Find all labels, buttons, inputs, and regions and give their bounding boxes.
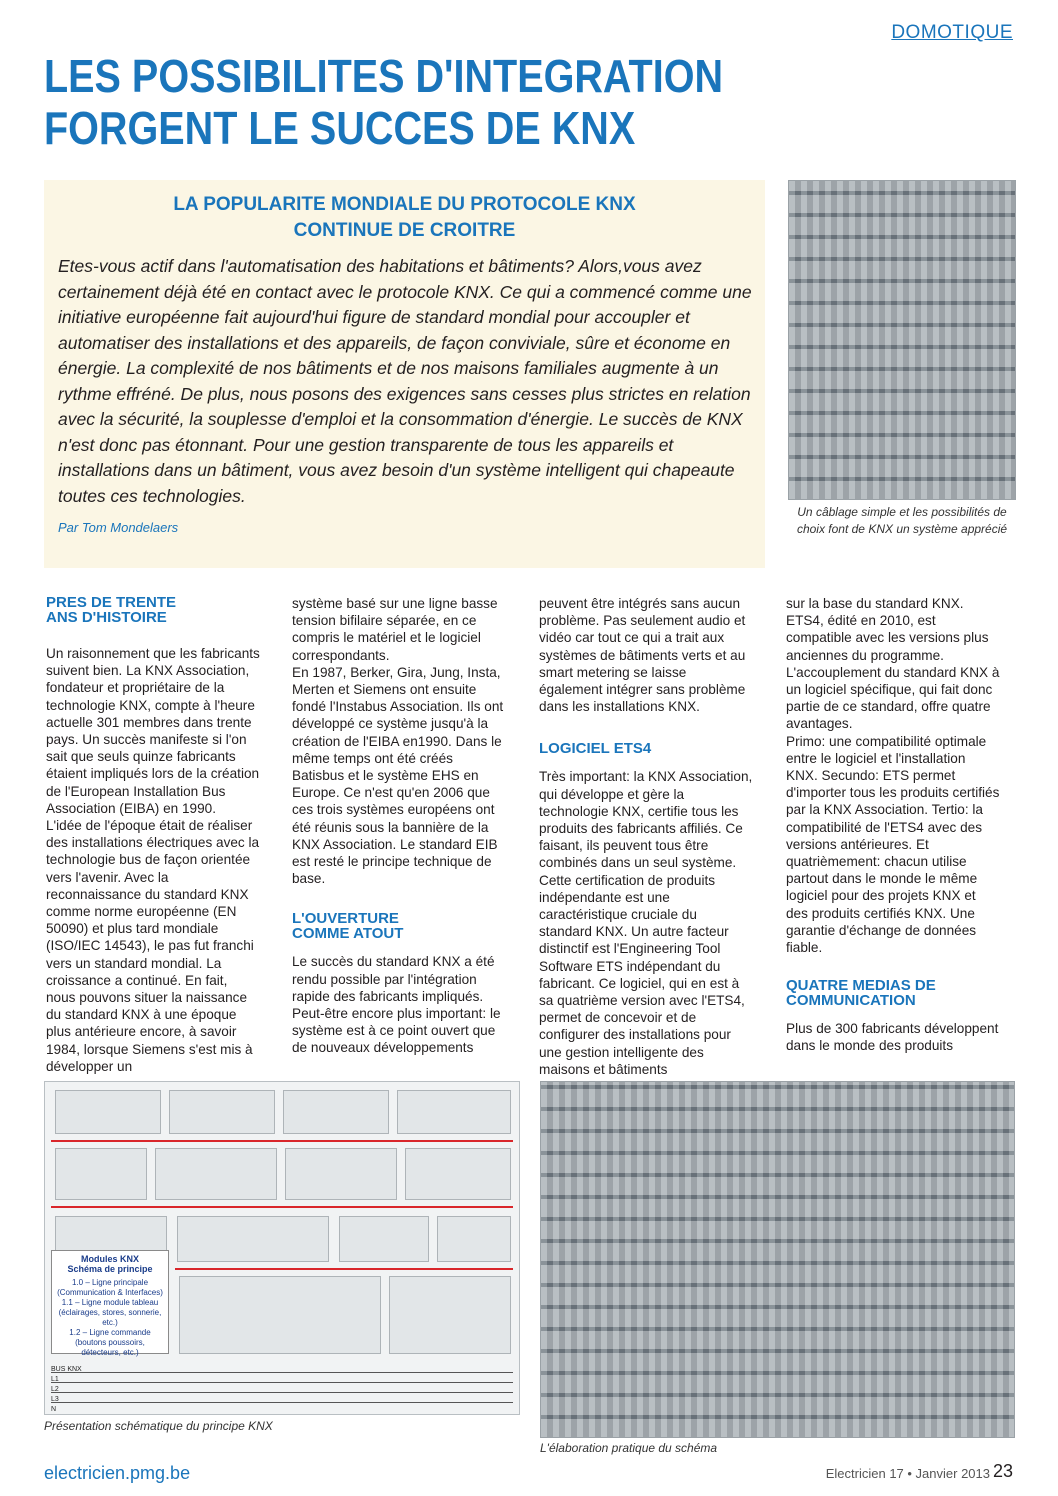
- intro-heading-line-1: LA POPULARITE MONDIALE DU PROTOCOLE KNX: [173, 194, 636, 215]
- heading-history-line-2: ANS D'HISTOIRE: [46, 609, 167, 626]
- paragraph: Primo: une compatibilité optimale entre le logiciel et l'installation KNX. Secundo: ETS permet d'importer tous les produits certifiés par la KNX Association. Tertio: la compatibilité de l'ETS4 avec des versions antérieures. Et quatrièmement: chacun utilise partout dans le monde le même logiciel pour des projets KNX et des produits certifiés KNX. Une garantie d'échange de données fiable.: [786, 733, 1000, 956]
- legend-line: (éclairages, stores, sonnerie, etc.): [58, 1308, 162, 1327]
- paragraph: En 1987, Berker, Gira, Jung, Insta, Merten et Siemens ont ensuite fondé l'Instabus Association. Ils ont développé ce système jusqu'à la création de l'EIBA en1990. Dans le même temps ont été créés Batisbus et le système EHS en Europe. Ce n'est qu'en 2006 que ces trois systèmes européens ont été réunis sous la bannière de la KNX Association. Le standard EIB est resté le principe technique de base.: [292, 664, 504, 887]
- paragraph: système basé sur une ligne basse tension bifilaire séparée, en ce compris le matériel et le logiciel correspondants.: [292, 596, 498, 663]
- page-number: 23: [992, 1461, 1013, 1481]
- legend-line: 1.0 – Ligne principale: [71, 1278, 149, 1287]
- legend-line: (Communication & Interfaces): [57, 1288, 163, 1297]
- heading-openness-line-1: L'OUVERTURE: [292, 910, 399, 928]
- paragraph: Plus de 300 fabricants développent dans le monde des produits: [786, 1021, 999, 1054]
- bus-line-red: [51, 1140, 513, 1142]
- column-3: [539, 595, 753, 1078]
- wiring-cabinet-photo: [788, 180, 1016, 500]
- module-block: [55, 1148, 147, 1200]
- heading-openness: [292, 911, 506, 941]
- title-line-2: FORGENT LE SUCCES DE KNX: [44, 102, 636, 154]
- photo-caption-bottom: L'élaboration pratique du schéma: [540, 1441, 718, 1455]
- heading-media-line-1: QUATRE MEDIAS DE: [786, 977, 936, 995]
- legend-line: 1.1 – Ligne module tableau: [61, 1298, 159, 1307]
- column-4: [786, 595, 1000, 1055]
- schema-caption: Présentation schématique du principe KNX: [44, 1419, 273, 1433]
- module-block: [339, 1216, 429, 1262]
- legend-line: (boutons poussoirs, détecteurs, etc.): [75, 1338, 145, 1357]
- module-block: [437, 1216, 511, 1262]
- intro-heading-line-2: CONTINUE DE CROITRE: [293, 220, 516, 241]
- legend-subtitle: Schéma de principe: [67, 1264, 153, 1274]
- module-block: [285, 1148, 397, 1200]
- bus-label: BUS KNX: [51, 1366, 82, 1373]
- paragraph: sur la base du standard KNX. ETS4, édité en 2010, est compatible avec les versions plus anciennes du programme. L'accouplement du standard KNX à un logiciel spécifique, qui fait donc partie de ce standard, offre quatre avantages.: [786, 596, 1000, 732]
- schema-legend: [51, 1250, 169, 1357]
- bus-line: [51, 1372, 513, 1373]
- bus-line-red: [175, 1268, 513, 1270]
- photo-caption-top: Un câblage simple et les possibilités de choix font de KNX un système apprécié: [796, 505, 1008, 536]
- module-block: [179, 1276, 381, 1354]
- paragraph: Très important: la KNX Association, qui développe et gère la technologie KNX, certifie tous les produits des fabricants affiliés. Ce faisant, ils peuvent tous être combinés dans un seul système.: [539, 769, 753, 871]
- paragraph: L'idée de l'époque était de réaliser des installations électriques avec la technologie bus de façon orientée vers l'avenir. Avec la reconnaissance du standard KNX comme norme européenne (EN 50090) et plus tard mondiale (ISO/IEC 14543), le pas fut franchi vers un standard mondial. La croissance a continué. En fait, nous pouvons situer la naissance du standard KNX à une époque plus antérieure encore, à savoir 1984, lorsque Siemens s'est mis à développer un: [46, 818, 260, 1074]
- heading-history-line-1: PRES DE TRENTE: [46, 594, 177, 611]
- column-2: [292, 595, 506, 1057]
- module-block: [283, 1090, 389, 1134]
- bus-line: [51, 1402, 513, 1403]
- heading-openness-line-2: COMME ATOUT: [292, 925, 404, 943]
- bus-line: [51, 1382, 513, 1383]
- footer-issue: Electricien 17 • Janvier 2013: [825, 1466, 990, 1481]
- bus-label: L3: [51, 1396, 59, 1403]
- paragraph: Un raisonnement que les fabricants suivent bien. La KNX Association, fondateur et propriétaire de la technologie KNX, compte à l'heure actuelle 301 membres dans trente pays. Un succès manifeste si l'on sait que seuls quinze fabricants étaient impliqués lors de la création de l'European Installation Bus Association (EIBA) en 1990.: [46, 646, 260, 816]
- paragraph: Cette certification de produits indépendante est une caractéristique cruciale du standard KNX. Un autre facteur distinctif est l'Engineering Tool Software ETS indépendant du fabricant. Ce logiciel, qui en est à sa quatrième version avec l'ETS4, permet de concevoir et de configurer des installations pour une gestion intelligente des maisons et bâtiments: [539, 872, 745, 1077]
- module-block: [397, 1090, 511, 1134]
- bus-labels: [51, 1365, 82, 1415]
- bus-label: L1: [51, 1376, 59, 1383]
- legend-title: Modules KNX: [80, 1254, 139, 1264]
- module-block: [177, 1216, 329, 1262]
- heading-media: [786, 978, 1000, 1008]
- paragraph: peuvent être intégrés sans aucun problème. Pas seulement audio et vidéo car tout ce qui a trait aux systèmes de bâtiments verts et au smart metering se laisse également intégrer sans problème dans les installations KNX.: [539, 596, 746, 715]
- module-block: [389, 1276, 511, 1354]
- heading-history: [46, 595, 260, 625]
- legend-line: 1.2 – Ligne commande: [69, 1328, 151, 1337]
- heading-media-line-2: COMMUNICATION: [786, 992, 916, 1010]
- module-block: [155, 1148, 277, 1200]
- footer-url: electricien.pmg.be: [44, 1463, 191, 1483]
- section-tag: DOMOTIQUE: [891, 22, 1013, 43]
- paragraph: Le succès du standard KNX a été rendu possible par l'intégration rapide des fabricants impliqués. Peut-être encore plus important: le système est à ce point ouvert que de nouveaux développements: [292, 954, 501, 1056]
- heading-ets4: LOGICIEL ETS4: [539, 740, 652, 758]
- module-block: [405, 1148, 511, 1200]
- page-title: [44, 50, 887, 154]
- bus-line-red: [51, 1206, 513, 1208]
- title-line-1: LES POSSIBILITES D'INTEGRATION: [44, 50, 724, 102]
- installation-photo: [540, 1081, 1015, 1438]
- column-1: [46, 595, 260, 1075]
- knx-schematic: [44, 1081, 520, 1415]
- intro-box: [44, 180, 765, 568]
- bus-label: L2: [51, 1386, 59, 1393]
- bus-line: [51, 1392, 513, 1393]
- intro-text: Etes-vous actif dans l'automatisation des habitations et bâtiments? Alors,vous avez certainement déjà été en contact avec le protocole KNX. Ce qui a commencé comme une initiative européenne fait aujourd'hui figure de standard mondial pour accoupler et automatiser des installations et des appareils, de façon conviviale, sûre et économe en énergie. La complexité de nos bâtiments et de nos maisons familiales augmente à un rythme effréné. De plus, nous posons des exigences sans cesses plus strictes en relation avec la sécurité, la souplesse d'emploi et la consommation d'énergie. Le succès de KNX n'est donc pas étonnant. Pour une gestion transparente de tous les appareils et installations dans un bâtiment, vous avez besoin d'un système intelligent qui chapeaute toutes ces technologies.: [58, 256, 752, 506]
- module-block: [55, 1090, 161, 1134]
- intro-heading: [44, 192, 765, 244]
- module-block: [169, 1090, 275, 1134]
- bus-label: N: [51, 1406, 57, 1413]
- author-byline: Par Tom Mondelaers: [58, 520, 179, 535]
